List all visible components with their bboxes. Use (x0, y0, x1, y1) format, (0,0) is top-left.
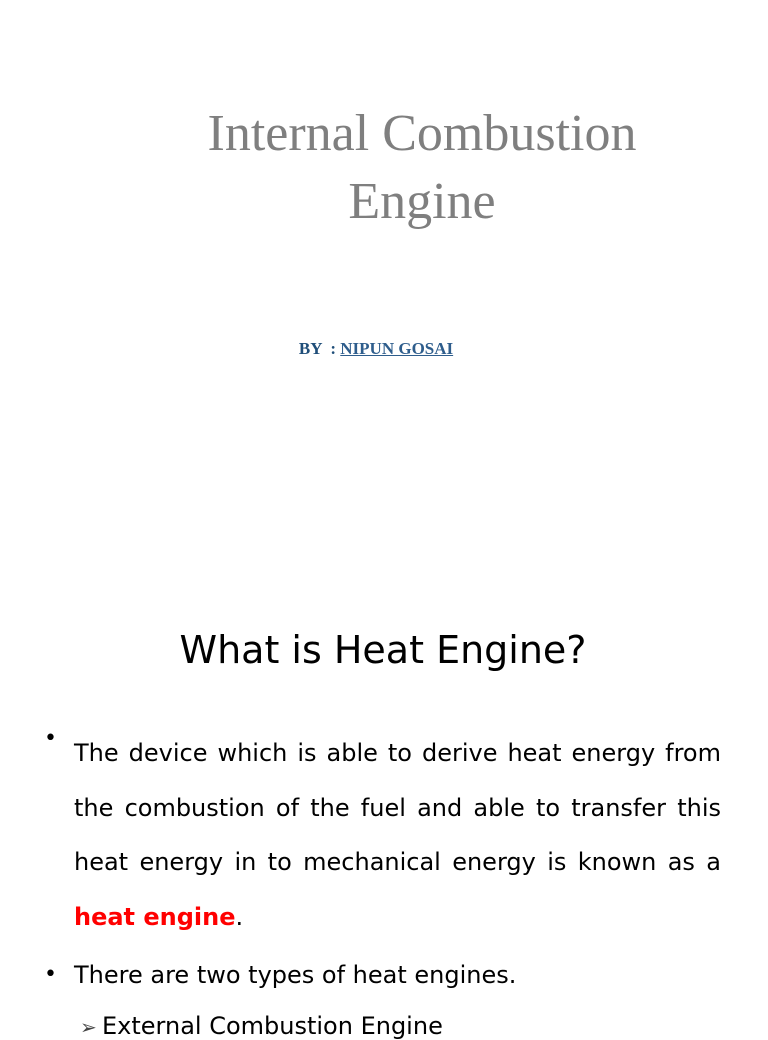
bullet-1-end: . (235, 902, 244, 931)
author-link[interactable]: NIPUN GOSAI (340, 339, 454, 358)
bullet-2-text: There are two types of heat engines. (74, 961, 517, 989)
byline (0, 339, 752, 359)
title-line-1: Internal Combustion (207, 105, 637, 162)
bullet-icon: • (44, 962, 57, 987)
bullet-text (74, 726, 721, 944)
sub-bullet-text: External Combustion Engine (102, 1012, 443, 1040)
sub-bullet-item (80, 1012, 443, 1040)
slide-title (120, 100, 724, 236)
bullet-item-1 (0, 726, 768, 944)
arrow-bullet-icon: ➢ (80, 1015, 97, 1039)
bullet-item-2 (0, 948, 768, 1002)
title-line-2: Engine (348, 173, 496, 230)
bullet-1-text: The device which is able to derive heat energy from the combustion of the fuel and able to transfer this heat energy in to mechanical energy is known as a (74, 739, 721, 876)
section-heading: What is Heat Engine? (179, 628, 587, 672)
by-label: BY : (298, 339, 341, 358)
bullet-list (0, 726, 768, 1002)
bullet-icon: • (44, 726, 57, 751)
highlight-term: heat engine (74, 902, 236, 931)
